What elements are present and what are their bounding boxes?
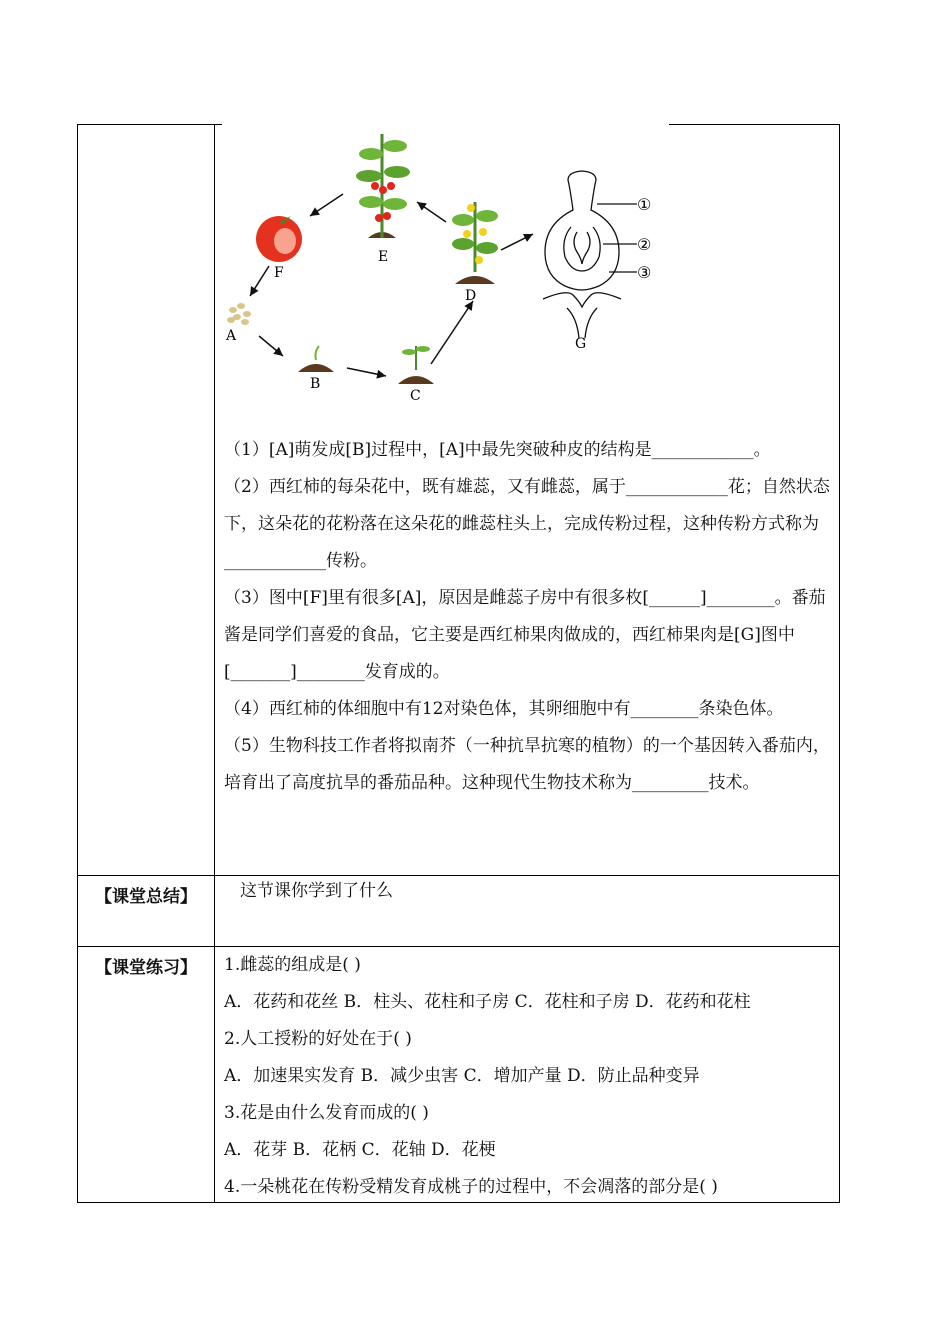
pistil-g-diagram xyxy=(543,171,637,338)
summary-row xyxy=(77,876,840,947)
empty-label-cell xyxy=(78,124,215,875)
arrow-b-to-c xyxy=(347,368,386,376)
tomato-lifecycle-figure xyxy=(223,124,693,414)
part-3-label: ③ xyxy=(637,263,652,282)
arrow-c-to-d xyxy=(431,301,473,364)
practice-row xyxy=(77,947,840,1203)
part-1-marker xyxy=(637,195,651,214)
tomato-f-illustration xyxy=(256,216,302,262)
summary-text: 这节课你学到了什么 xyxy=(240,881,393,901)
label-c: C xyxy=(410,388,421,404)
arrow-f-to-a xyxy=(250,266,269,296)
summary-label: 【课堂总结】 xyxy=(78,876,215,946)
label-a: A xyxy=(226,328,237,344)
question-5: （5）生物科技工作者将拟南芥（一种抗旱抗寒的植物）的一个基因转入番茄内，培育出了高度抗旱的番茄品种。这种现代生物技术称为_________技术。 xyxy=(224,736,830,793)
question-list xyxy=(215,432,839,802)
arrow-a-to-b xyxy=(259,336,283,356)
arrow-d-to-g xyxy=(501,234,533,250)
arrow-e-to-f xyxy=(310,194,343,216)
figure-question-cell xyxy=(215,124,839,875)
label-e: E xyxy=(378,249,389,265)
question-2: （2）西红柿的每朵花中，既有雄蕊，又有雌蕊，属于____________花；自然状态下，这朵花的花粉落在这朵花的雌蕊柱头上，完成传粉过程，这种传粉方式称为____________传粉。 xyxy=(224,477,830,571)
lesson-table xyxy=(77,124,840,1203)
question-3: （3）图中[F]里有很多[A]，原因是雌蕊子房中有很多枚[______]________。番茄酱是同学们喜爱的食品，它主要是西红柿果肉做成的，西红柿果肉是[G]图中[_______]________发育成的。 xyxy=(224,588,826,682)
part-2-marker xyxy=(637,235,651,254)
question-4: （4）西红柿的体细胞中有12对染色体，其卵细胞中有________条染色体。 xyxy=(224,699,784,719)
figure-question-row xyxy=(77,124,840,876)
label-d: D xyxy=(465,288,477,304)
label-g: G xyxy=(575,336,587,352)
plant-d-illustration xyxy=(452,202,498,284)
seeds-a-illustration xyxy=(227,303,251,325)
part-3-marker xyxy=(637,263,651,282)
practice-line: 2.人工授粉的好处在于( ) xyxy=(224,1029,412,1049)
label-b: B xyxy=(310,376,321,392)
practice-label: 【课堂练习】 xyxy=(78,947,215,1202)
seedling-c-illustration xyxy=(398,346,434,384)
practice-line: A．加速果实发育 B．减少虫害 C．增加产量 D．防止品种变异 xyxy=(224,1066,700,1086)
practice-line: A．花药和花丝 B．柱头、花柱和子房 C．花柱和子房 D．花药和花柱 xyxy=(224,992,751,1012)
practice-line: 1.雌蕊的组成是( ) xyxy=(224,955,361,975)
part-2-label: ② xyxy=(637,235,652,254)
practice-line: 4.一朵桃花在传粉受精发育成桃子的过程中，不会凋落的部分是( ) xyxy=(224,1177,718,1197)
practice-cell xyxy=(215,947,839,1202)
question-1: （1）[A]萌发成[B]过程中，[A]中最先突破种皮的结构是____________。 xyxy=(224,440,771,460)
plant-e-illustration xyxy=(356,134,410,238)
part-1-label: ① xyxy=(637,195,652,214)
practice-line: 3.花是由什么发育而成的( ) xyxy=(224,1103,429,1123)
practice-line: A．花芽 B．花柄 C．花轴 D．花梗 xyxy=(224,1140,496,1160)
arrow-d-to-e xyxy=(417,202,446,222)
seedling-b-illustration xyxy=(298,346,334,372)
label-f: F xyxy=(274,265,284,281)
